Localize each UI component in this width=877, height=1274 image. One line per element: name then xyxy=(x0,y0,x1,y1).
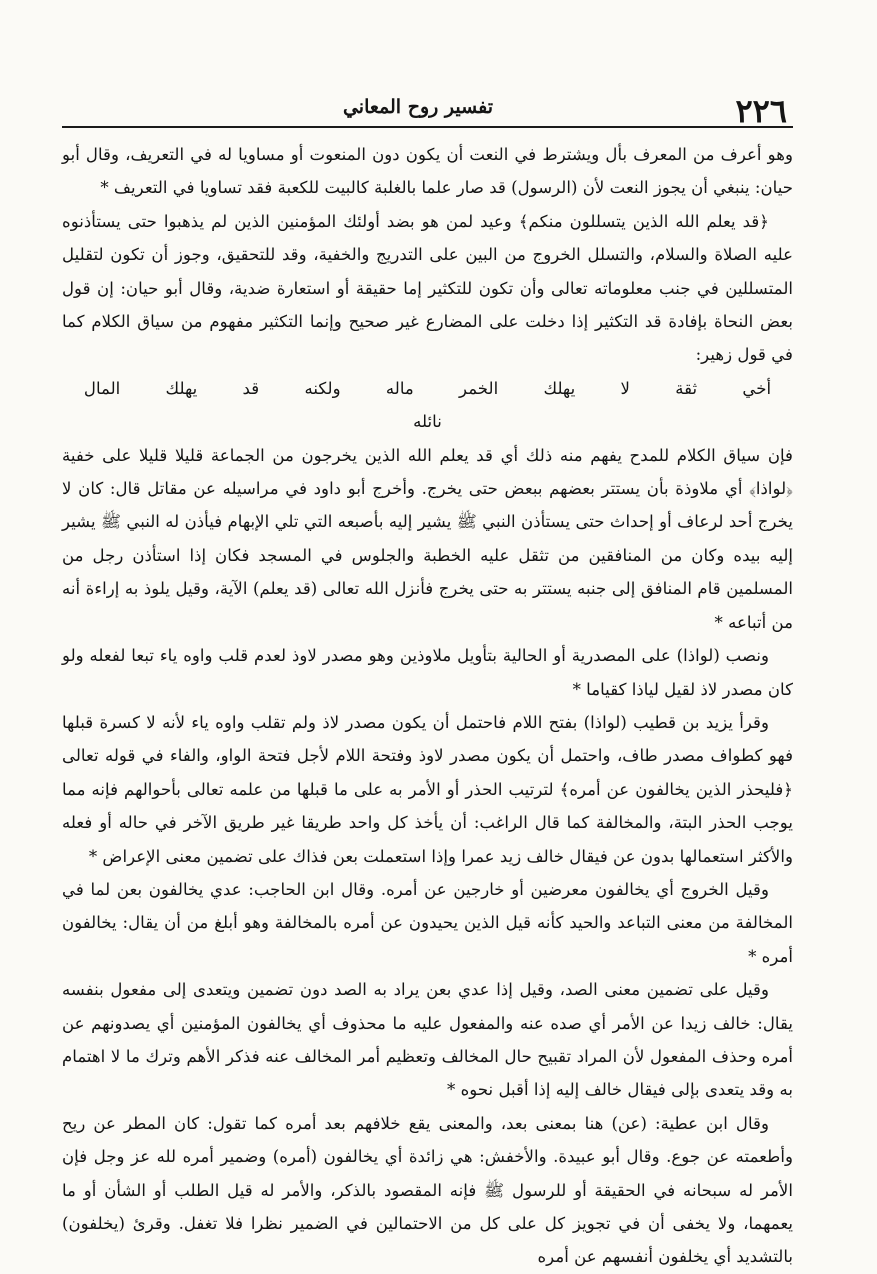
page-header xyxy=(62,92,793,130)
paragraph-liwadhan: فإن سياق الكلام للمدح يفهم منه ذلك أي قد يعلم الله الذين يخرجون من الجماعة قليلا قليلا على خفية ﴿لواذا﴾ أي ملاوذة بأن يستتر بعضهم ببعض حتى يخرج. وأخرج أبو داود في مراسيله عن مقاتل قال: كان لا يخرج أحد لرعاف أو إحداث حتى يستأذن النبي ﷺ يشير إليه بأصبعه التي تلي الإبهام فيأذن له النبي ﷺ يشير إليه بيده وكان من المنافقين من تثقل عليه الخطبة والجلوس في المسجد فكان إذا استأذن رجل من المسلمين قام المنافق إلى جنبه يستتر به حتى يخرج فأنزل الله تعالى (قد يعلم) الآية، وقيل يلوذ به إراءة أنه من أتباعه * xyxy=(62,445,793,632)
page-number: ٢٢٦ xyxy=(735,92,787,130)
paragraph-nat-definiteness: وهو أعرف من المعرف بأل ويشترط في النعت أن يكون دون المنعوت أو مساويا له في التعريف، وقال أبو حيان: ينبغي أن يجوز النعت لأن (الرسول) قد صار علما بالغلبة كالبيت للكعبة فقد تساويا في التعريف * xyxy=(62,145,793,198)
paragraph-tadmin-sadd: وقيل على تضمين معنى الصد، وقيل إذا عدي بعن يراد به الصد دون تضمين ويتعدى إلى مفعول بنفسه يقال: خالف زيدا عن الأمر أي صده عنه والمفعول عليه ما محذوف أي يخالفون المؤمنين أي يصدونهم عن أمره وحذف المفعول لأن المراد تقبيح حال المخالف وتعظيم أمر المخالف عنه فذكر الأهم وترك ما لا اهتمام به وقد يتعدى بإلى فيقال خالف إليه إذا أقبل نحوه * xyxy=(62,980,793,1100)
paragraph-nasb-liwadhan: ونصب (لواذا) على المصدرية أو الحالية بتأويل ملاوذين وهو مصدر لاوذ لعدم قلب واوه ياء تبعا لفعله ولو كان مصدر لاذ لقيل لياذا كقياما * xyxy=(62,646,793,699)
poetry-verse-zuhayr: أخي ثقة لا يهلك الخمر ماله ولكنه قد يهلك المال نائله xyxy=(83,378,772,432)
paragraph-ibn-atiyya: وقال ابن عطية: (عن) هنا بمعنى بعد، والمعنى يقع خلافهم بعد أمره كما تقول: كان المطر عن ريح وأطعمته عن جوع. وقال أبو عبيدة. والأخفش: هي زائدة أي يخالفون (أمره) وضمير أمره لله عز وجل فإن الأمر له سبحانه في الحقيقة أو للرسول ﷺ فإنه المقصود بالذكر، والأمر له قيل الطلب أو الشأن أو ما يعمهما، ولا يخفى أن في تجويز كل على كل من الاحتمالين في الضمير نظرا فلا تغفل. وقرئ (يخلفون) بالتشديد أي يخلفون أنفسهم عن أمره xyxy=(62,1113,793,1267)
paragraph-ibn-hajib: وقيل الخروج أي يخالفون معرضين أو خارجين عن أمره. وقال ابن الحاجب: عدي يخالفون بعن لما في المخالفة من معنى التباعد والحيد كأنه قيل الذين يحيدون عن أمره بالمخالفة وهو أبلغ من أن يقال: يخالفون أمره * xyxy=(62,879,793,966)
paragraph-verse-tasallul: ﴿قد يعلم الله الذين يتسللون منكم﴾ وعيد لمن هو بضد أولئك المؤمنين الذين لم يذهبوا حتى يستأذنوه عليه الصلاة والسلام، والتسلل الخروج من البين على التدريج والخفية، وقد للتحقيق، وجوز أن تكون لتقليل المتسللين في جنب معلوماته تعالى وأن تكون للتكثير إما حقيقة أو استعارة ضدية، وقال أبو حيان: إن قول بعض النحاة بإفادة قد التكثير إذا دخلت على المضارع غير صحيح وإنما التكثير مفهوم من سياق الكلام كما في قول زهير: xyxy=(62,211,793,365)
body-text xyxy=(62,138,793,1274)
running-title: تفسير روح المعاني xyxy=(342,96,493,118)
paragraph-qiraah-yazid: وقرأ يزيد بن قطيب (لواذا) بفتح اللام فاحتمل أن يكون مصدر لاذ ولم تقلب واوه ياء لأنه لا كسرة قبلها فهو كطواف مصدر طاف، واحتمل أن يكون مصدر لاوذ وفتحة اللام لأجل فتحة الواو، والفاء في قوله تعالى ﴿فليحذر الذين يخالفون عن أمره﴾ لترتيب الحذر أو الأمر به على ما قبلها من علمه تعالى بأحوالهم فإنه مما يوجب الحذر البتة، والمخالفة كما قال الراغب: أن يأخذ كل واحد طريقا غير طريق الآخر في حاله أو فعله والأكثر استعمالها بدون عن فيقال خالف زيد عمرا وإذا استعملت بعن فذاك على تضمين معنى الإعراض * xyxy=(62,712,793,866)
